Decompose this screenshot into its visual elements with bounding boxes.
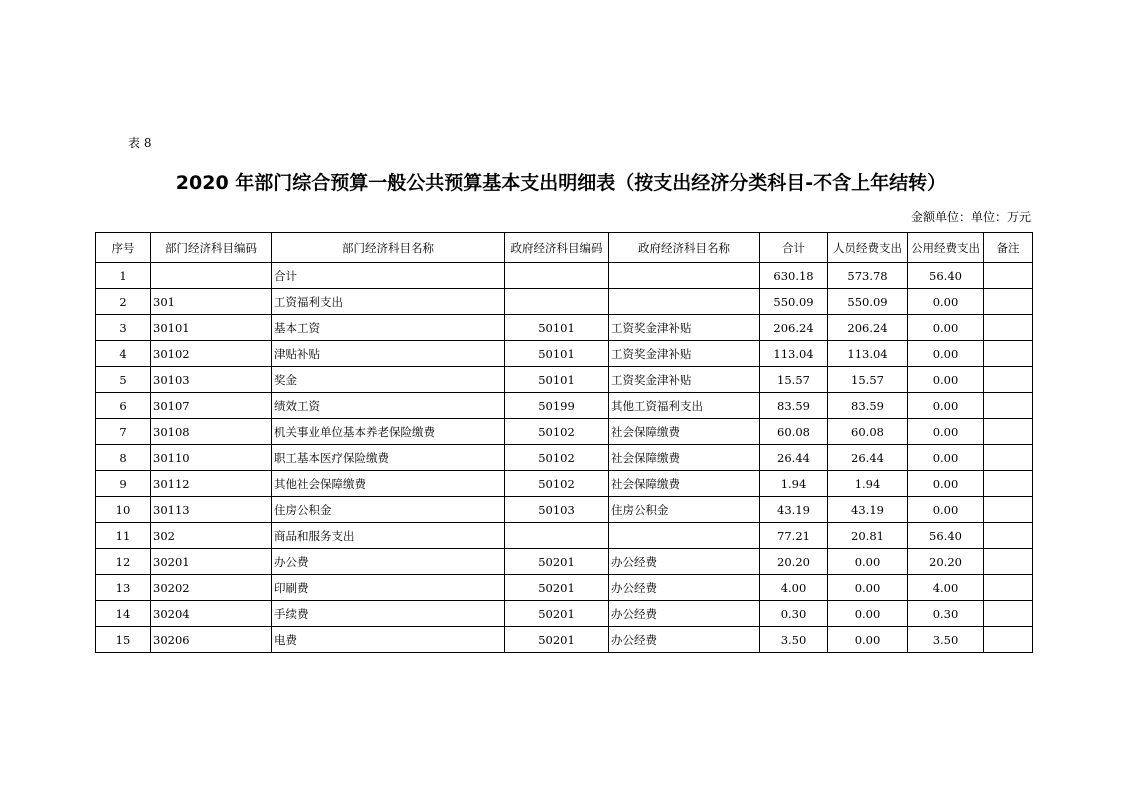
cell-gov-code: 50201 (505, 627, 609, 653)
cell-dept-name: 绩效工资 (272, 393, 505, 419)
cell-total: 60.08 (760, 419, 828, 445)
cell-personnel: 1.94 (828, 471, 908, 497)
cell-dept-name: 工资福利支出 (272, 289, 505, 315)
cell-personnel: 573.78 (828, 263, 908, 289)
cell-dept-name: 职工基本医疗保险缴费 (272, 445, 505, 471)
cell-personnel: 550.09 (828, 289, 908, 315)
cell-dept-code: 30112 (151, 471, 272, 497)
cell-remark (984, 497, 1033, 523)
cell-public: 0.00 (908, 315, 984, 341)
cell-seq: 7 (96, 419, 151, 445)
cell-total: 77.21 (760, 523, 828, 549)
cell-gov-code: 50201 (505, 601, 609, 627)
cell-gov-name: 社会保障缴费 (609, 445, 760, 471)
table-row (96, 471, 1033, 497)
cell-dept-name: 其他社会保障缴费 (272, 471, 505, 497)
cell-public: 0.00 (908, 497, 984, 523)
document-title: 2020 年部门综合预算一般公共预算基本支出明细表（按支出经济分类科目-不含上年结转） (175, 172, 947, 194)
table-row (96, 601, 1033, 627)
cell-dept-code: 30103 (151, 367, 272, 393)
cell-dept-name: 电费 (272, 627, 505, 653)
cell-total: 113.04 (760, 341, 828, 367)
cell-gov-name: 社会保障缴费 (609, 471, 760, 497)
cell-gov-name: 社会保障缴费 (609, 419, 760, 445)
header-dept-code: 部门经济科目编码 (151, 233, 272, 263)
cell-dept-name: 津贴补贴 (272, 341, 505, 367)
cell-personnel: 20.81 (828, 523, 908, 549)
cell-remark (984, 419, 1033, 445)
cell-public: 0.00 (908, 289, 984, 315)
cell-gov-name: 办公经费 (609, 575, 760, 601)
table-row (96, 497, 1033, 523)
header-public: 公用经费支出 (908, 233, 984, 263)
cell-seq: 4 (96, 341, 151, 367)
cell-personnel: 0.00 (828, 627, 908, 653)
cell-remark (984, 523, 1033, 549)
cell-seq: 9 (96, 471, 151, 497)
table-number-label: 表 8 (128, 136, 152, 150)
cell-dept-code: 30110 (151, 445, 272, 471)
cell-gov-name: 工资奖金津补贴 (609, 315, 760, 341)
cell-gov-code: 50199 (505, 393, 609, 419)
header-personnel: 人员经费支出 (828, 233, 908, 263)
cell-seq: 12 (96, 549, 151, 575)
cell-remark (984, 315, 1033, 341)
cell-public: 0.00 (908, 393, 984, 419)
cell-gov-code: 50201 (505, 575, 609, 601)
cell-gov-code (505, 523, 609, 549)
cell-gov-code: 50101 (505, 341, 609, 367)
cell-seq: 2 (96, 289, 151, 315)
cell-dept-code: 302 (151, 523, 272, 549)
cell-dept-name: 合计 (272, 263, 505, 289)
header-seq: 序号 (96, 233, 151, 263)
cell-personnel: 206.24 (828, 315, 908, 341)
budget-detail-table (95, 232, 1033, 653)
header-remark: 备注 (984, 233, 1033, 263)
cell-gov-name (609, 523, 760, 549)
cell-seq: 3 (96, 315, 151, 341)
cell-public: 0.00 (908, 419, 984, 445)
cell-dept-name: 办公费 (272, 549, 505, 575)
cell-total: 43.19 (760, 497, 828, 523)
cell-gov-code: 50102 (505, 445, 609, 471)
cell-dept-name: 商品和服务支出 (272, 523, 505, 549)
table-body (96, 263, 1033, 653)
cell-public: 0.00 (908, 471, 984, 497)
cell-remark (984, 627, 1033, 653)
cell-gov-name (609, 263, 760, 289)
cell-gov-name: 工资奖金津补贴 (609, 367, 760, 393)
cell-public: 20.20 (908, 549, 984, 575)
cell-dept-name: 印刷费 (272, 575, 505, 601)
header-row (96, 233, 1033, 263)
cell-gov-name: 办公经费 (609, 549, 760, 575)
cell-dept-code: 30108 (151, 419, 272, 445)
cell-remark (984, 341, 1033, 367)
cell-total: 550.09 (760, 289, 828, 315)
cell-remark (984, 471, 1033, 497)
cell-gov-code: 50102 (505, 471, 609, 497)
cell-dept-name: 住房公积金 (272, 497, 505, 523)
header-gov-code: 政府经济科目编码 (505, 233, 609, 263)
cell-dept-code: 30202 (151, 575, 272, 601)
cell-total: 0.30 (760, 601, 828, 627)
cell-personnel: 60.08 (828, 419, 908, 445)
cell-dept-name: 奖金 (272, 367, 505, 393)
table-row (96, 523, 1033, 549)
cell-public: 0.00 (908, 367, 984, 393)
cell-gov-code: 50201 (505, 549, 609, 575)
cell-gov-code: 50101 (505, 367, 609, 393)
cell-personnel: 43.19 (828, 497, 908, 523)
cell-public: 0.30 (908, 601, 984, 627)
cell-total: 630.18 (760, 263, 828, 289)
cell-personnel: 113.04 (828, 341, 908, 367)
table-row (96, 341, 1033, 367)
cell-seq: 1 (96, 263, 151, 289)
cell-gov-code: 50102 (505, 419, 609, 445)
table-row (96, 289, 1033, 315)
table-row (96, 393, 1033, 419)
table-row (96, 445, 1033, 471)
cell-remark (984, 575, 1033, 601)
cell-public: 3.50 (908, 627, 984, 653)
cell-dept-code: 30102 (151, 341, 272, 367)
amount-unit-note: 金额单位：单位：万元 (910, 210, 1031, 224)
cell-personnel: 83.59 (828, 393, 908, 419)
cell-remark (984, 393, 1033, 419)
cell-personnel: 0.00 (828, 575, 908, 601)
cell-personnel: 0.00 (828, 549, 908, 575)
cell-remark (984, 263, 1033, 289)
cell-gov-name: 工资奖金津补贴 (609, 341, 760, 367)
cell-gov-name (609, 289, 760, 315)
cell-total: 1.94 (760, 471, 828, 497)
cell-dept-name: 基本工资 (272, 315, 505, 341)
table-row (96, 419, 1033, 445)
cell-dept-code: 30107 (151, 393, 272, 419)
cell-remark (984, 549, 1033, 575)
cell-dept-code (151, 263, 272, 289)
cell-gov-name: 办公经费 (609, 627, 760, 653)
cell-remark (984, 601, 1033, 627)
cell-total: 20.20 (760, 549, 828, 575)
header-total: 合计 (760, 233, 828, 263)
cell-personnel: 26.44 (828, 445, 908, 471)
cell-gov-name: 其他工资福利支出 (609, 393, 760, 419)
cell-seq: 10 (96, 497, 151, 523)
cell-public: 56.40 (908, 263, 984, 289)
cell-dept-code: 30101 (151, 315, 272, 341)
cell-gov-code: 50101 (505, 315, 609, 341)
cell-remark (984, 445, 1033, 471)
cell-gov-code (505, 289, 609, 315)
cell-public: 0.00 (908, 445, 984, 471)
cell-public: 0.00 (908, 341, 984, 367)
cell-remark (984, 367, 1033, 393)
cell-seq: 15 (96, 627, 151, 653)
cell-public: 4.00 (908, 575, 984, 601)
cell-personnel: 0.00 (828, 601, 908, 627)
cell-dept-code: 30206 (151, 627, 272, 653)
cell-dept-name: 手续费 (272, 601, 505, 627)
cell-total: 26.44 (760, 445, 828, 471)
cell-total: 83.59 (760, 393, 828, 419)
cell-total: 15.57 (760, 367, 828, 393)
table-row (96, 367, 1033, 393)
cell-dept-code: 30201 (151, 549, 272, 575)
table-row (96, 315, 1033, 341)
cell-public: 56.40 (908, 523, 984, 549)
cell-seq: 5 (96, 367, 151, 393)
cell-dept-code: 301 (151, 289, 272, 315)
cell-gov-name: 住房公积金 (609, 497, 760, 523)
table-row (96, 575, 1033, 601)
cell-total: 206.24 (760, 315, 828, 341)
cell-personnel: 15.57 (828, 367, 908, 393)
header-gov-name: 政府经济科目名称 (609, 233, 760, 263)
cell-dept-code: 30113 (151, 497, 272, 523)
cell-total: 4.00 (760, 575, 828, 601)
cell-gov-name: 办公经费 (609, 601, 760, 627)
cell-gov-code (505, 263, 609, 289)
cell-gov-code: 50103 (505, 497, 609, 523)
table-row (96, 627, 1033, 653)
cell-seq: 11 (96, 523, 151, 549)
cell-seq: 8 (96, 445, 151, 471)
table-row (96, 549, 1033, 575)
cell-dept-name: 机关事业单位基本养老保险缴费 (272, 419, 505, 445)
cell-seq: 6 (96, 393, 151, 419)
table-row (96, 263, 1033, 289)
cell-dept-code: 30204 (151, 601, 272, 627)
cell-seq: 13 (96, 575, 151, 601)
header-dept-name: 部门经济科目名称 (272, 233, 505, 263)
cell-remark (984, 289, 1033, 315)
table-header (96, 233, 1033, 263)
cell-total: 3.50 (760, 627, 828, 653)
cell-seq: 14 (96, 601, 151, 627)
